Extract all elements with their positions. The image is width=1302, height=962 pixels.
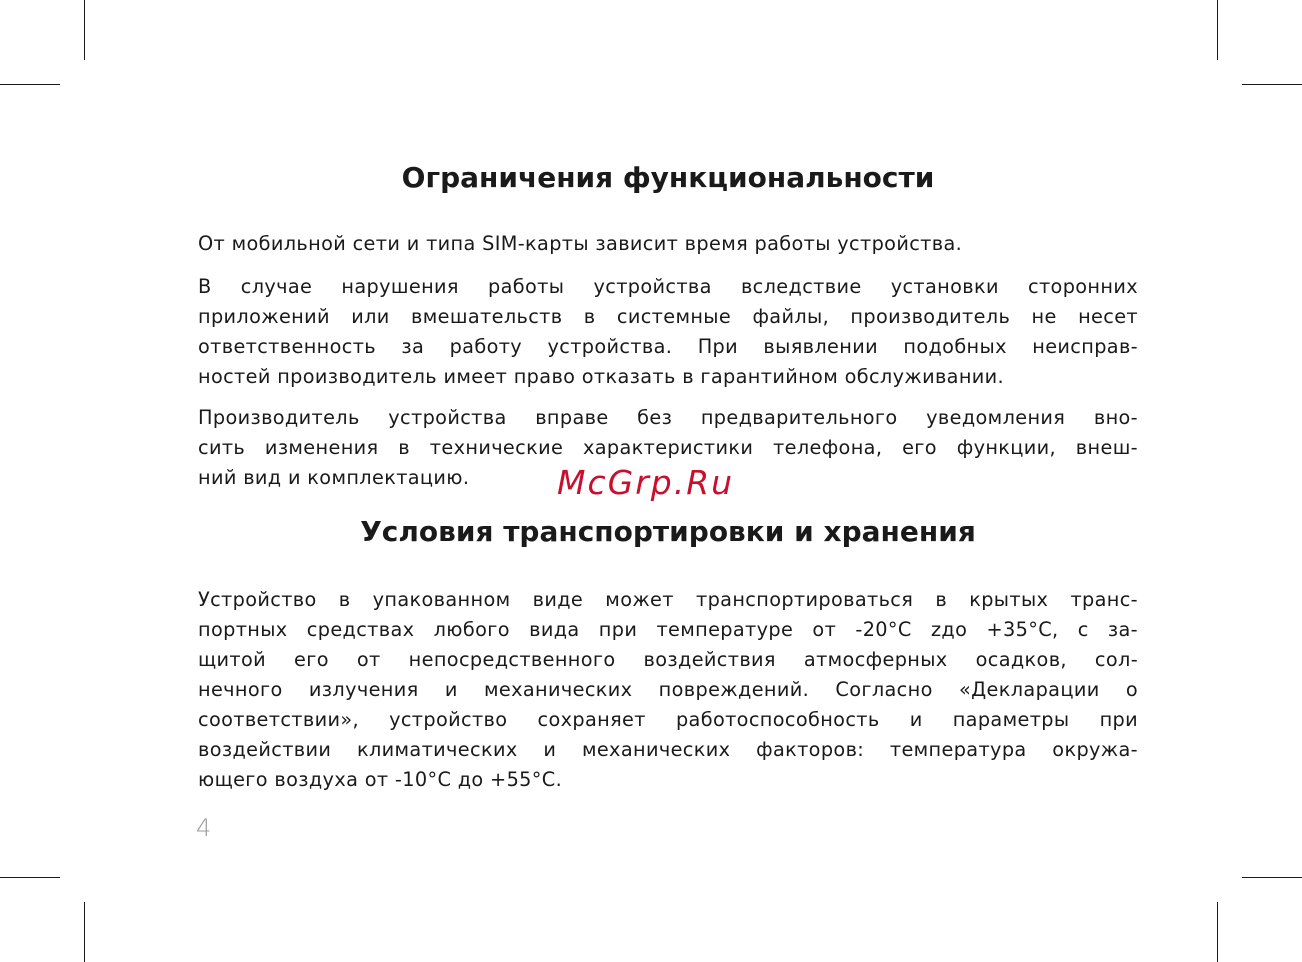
- paragraph: [198, 272, 1138, 392]
- paragraph-line: щитой его от непосредственного воздействия атмосферных осадков, сол-: [198, 648, 1138, 671]
- page-number: 4: [196, 814, 212, 842]
- paragraph-line: сить изменения в технические характеристики телефона, его функции, внеш-: [198, 436, 1138, 459]
- watermark: McGrp.Ru: [557, 463, 735, 502]
- paragraph-line: В случае нарушения работы устройства вследствие установки сторонних: [198, 275, 1138, 298]
- paragraph-line: нечного излучения и механических повреждений. Согласно «Декларации о: [198, 678, 1138, 701]
- paragraph: [198, 229, 1138, 259]
- crop-mark: [84, 902, 85, 962]
- paragraph-line: портных средствах любого вида при температуре от -20°С zдо +35°С, с за-: [198, 618, 1138, 641]
- paragraph-line: Производитель устройства вправе без предварительного уведомления вно-: [198, 406, 1138, 429]
- crop-mark: [0, 84, 60, 85]
- paragraph-line: ностей производитель имеет право отказать в гарантийном обслуживании.: [198, 365, 1005, 388]
- paragraph-line: соответствии», устройство сохраняет работоспособность и параметры при: [198, 708, 1138, 731]
- crop-mark: [1217, 902, 1218, 962]
- crop-mark: [1242, 877, 1302, 878]
- paragraph-line: ющего воздуха от -10°С до +55°С.: [198, 768, 563, 791]
- crop-mark: [1242, 84, 1302, 85]
- section-title: Условия транспортировки и хранения: [360, 515, 976, 548]
- paragraph-line: ответственность за работу устройства. При выявлении подобных неисправ-: [198, 335, 1138, 358]
- crop-mark: [1217, 0, 1218, 60]
- section-title: Ограничения функциональности: [401, 161, 935, 194]
- paragraph-line: воздействии климатических и механических факторов: температура окружа-: [198, 738, 1138, 761]
- crop-mark: [0, 877, 60, 878]
- paragraph-line: От мобильной сети и типа SIM-карты зависит время работы устройства.: [198, 232, 963, 255]
- crop-mark: [84, 0, 85, 60]
- paragraph-line: ний вид и комплектацию.: [198, 466, 470, 489]
- paragraph-line: приложений или вмешательств в системные файлы, производитель не несет: [198, 305, 1138, 328]
- paragraph: [198, 585, 1138, 795]
- paragraph-line: Устройство в упакованном виде может транспортироваться в крытых транс-: [198, 588, 1138, 611]
